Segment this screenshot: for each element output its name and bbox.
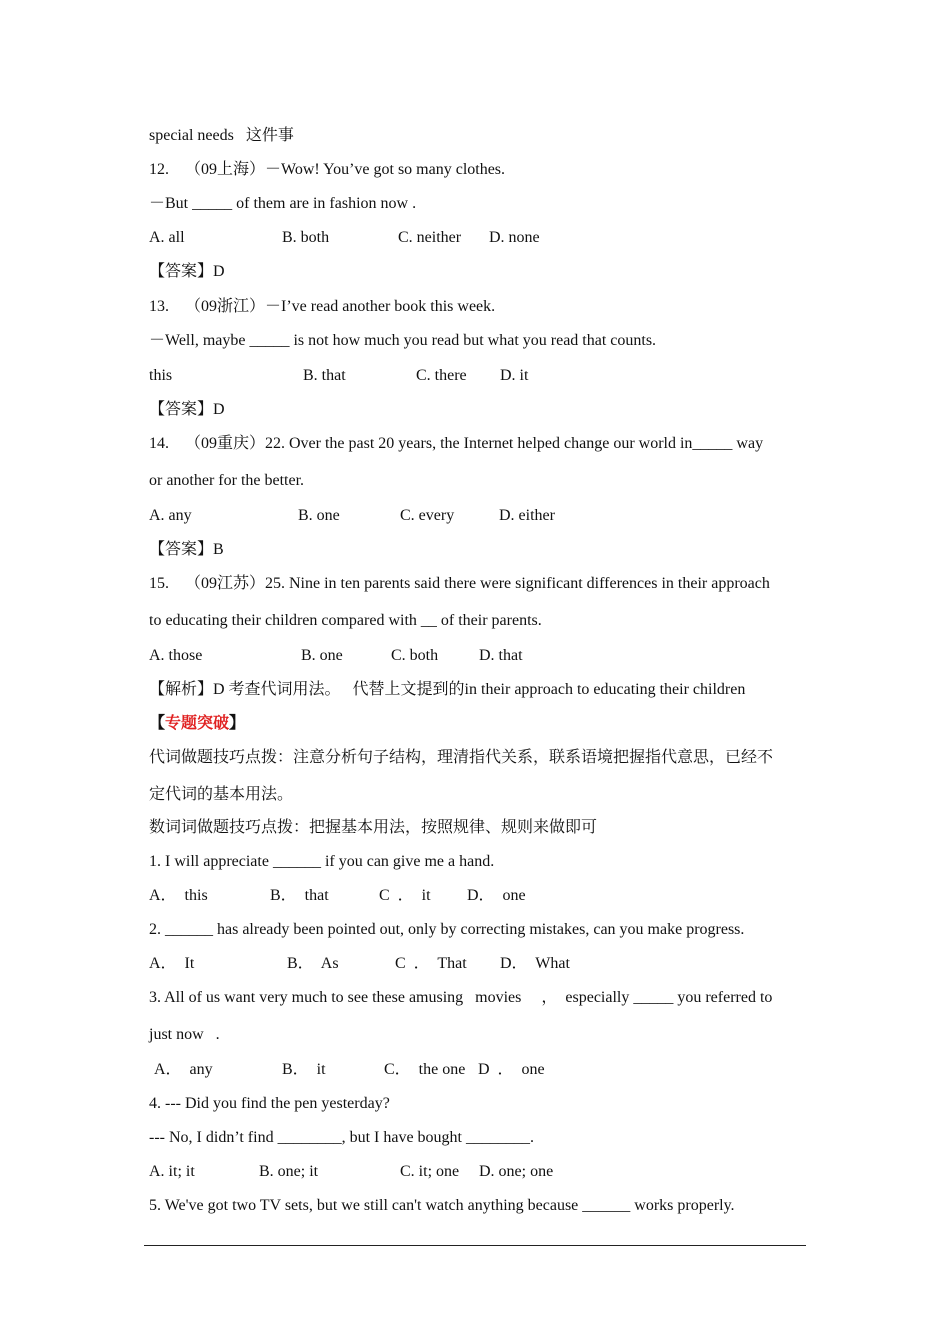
option-d: D. either [499,507,555,524]
option-d: D． What [500,955,570,972]
section-bracket-open: 【 [149,715,166,732]
practice-5: 5. We've got two TV sets, but we still can't watch anything because ______ works properly. [149,1197,735,1214]
option-c: C． the one [384,1061,466,1078]
question-14: 14. （09重庆）22. Over the past 20 years, the Internet helped change our world in_____ way [149,435,764,452]
practice-4-body: --- No, I didn’t find ________, but I have bought ________. [149,1129,534,1146]
question-13: 13. （09浙江）－I’ve read another book this week. [149,298,496,315]
option-a: A． any [154,1061,213,1078]
option-c: C ． That [395,955,467,972]
text-line: special needs 这件事 [149,127,294,144]
question-12-body: －But _____ of them are in fashion now . [149,195,417,212]
option-a: A. all [149,229,185,246]
option-d: D. none [489,229,540,246]
question-14-options [149,506,810,626]
option-b: B. one; it [259,1163,319,1180]
option-b: B. one [298,507,340,524]
option-a: A. any [149,507,192,524]
option-c: C ． it [379,887,431,904]
practice-3-body: just now . [149,1026,220,1043]
footer-divider [144,1245,806,1246]
practice-2: 2. ______ has already been pointed out, only by correcting mistakes, can you make progress. [149,921,745,938]
practice-3: 3. All of us want very much to see these amusing movies ， especially _____ you referred to [149,989,773,1006]
option-c: C. there [416,367,467,384]
question-15: 15. （09江苏）25. Nine in ten parents said there were significant differences in their approach [149,575,770,592]
explanation-15: 【解析】D 考查代词用法。 代替上文提到的in their approach to educating their children [149,681,746,698]
section-bracket-close: 】 [229,715,246,732]
question-13-options [149,366,810,486]
option-a: A． this [149,887,208,904]
question-12: 12. （09上海）－Wow! You’ve got so many clothes. [149,161,506,178]
practice-1: 1. I will appreciate ______ if you can give me a hand. [149,853,495,870]
option-d: D. it [500,367,529,384]
option-b: B． As [287,955,339,972]
option-b: B. that [303,367,346,384]
section-heading [149,714,810,734]
tip-numeral: 数词词做题技巧点拨：把握基本用法，按照规律、规则来做即可 [149,819,598,836]
option-a: A. it; it [149,1163,195,1180]
option-a: this [149,367,173,384]
practice-4: 4. --- Did you find the pen yesterday? [149,1095,390,1112]
option-b: B. one [301,647,343,664]
answer-14: 【答案】B [149,541,224,558]
question-15-body: to educating their children compared with __ of their parents. [149,612,542,629]
question-12-options [149,228,810,348]
option-c: C. it; one [400,1163,460,1180]
option-b: B. both [282,229,330,246]
option-d: D. one; one [479,1163,554,1180]
practice-2-options [149,954,810,1074]
option-d: D ． one [478,1061,545,1078]
option-c: C. both [391,647,439,664]
option-c: C. neither [398,229,462,246]
tip-pronoun-cont: 定代词的基本用法。 [149,786,294,803]
practice-4-options [149,1162,810,1282]
option-d: D． one [467,887,526,904]
option-b: B． it [282,1061,326,1078]
tip-pronoun: 代词做题技巧点拨：注意分析句子结构，理清指代关系，联系语境把握指代意思，已经不 [149,749,774,766]
option-b: B． that [270,887,329,904]
answer-13: 【答案】D [149,401,225,418]
question-13-body: －Well, maybe _____ is not how much you read but what you read that counts. [149,332,657,349]
option-a: A． It [149,955,195,972]
option-a: A. those [149,647,203,664]
section-title: 专题突破 [165,715,230,732]
answer-12: 【答案】D [149,263,225,280]
option-c: C. every [400,507,455,524]
question-14-body: or another for the better. [149,472,305,489]
option-d: D. that [479,647,523,664]
